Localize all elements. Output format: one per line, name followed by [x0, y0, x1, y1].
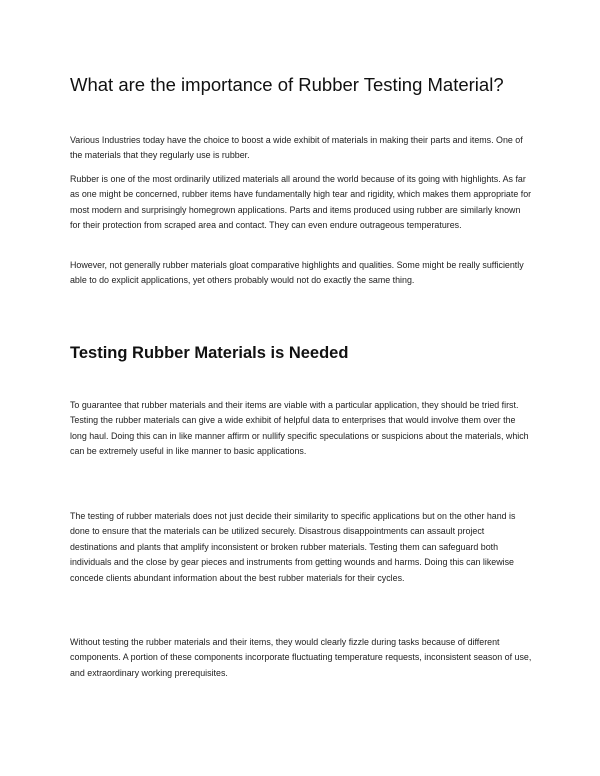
section-paragraph: To guarantee that rubber materials and their items are viable with a particular application, they should be tried first. Testing the rubber materials can give a wide exhibit of helpful data to enterprises that would involve them over the long haul. Doing this can in like manner affirm or nullify specific speculations or suspicions about the materials, which can be extremely useful in like manner to basic applications.	[70, 400, 529, 457]
section-paragraph: The testing of rubber materials does not just decide their similarity to specific applications but on the other hand is done to ensure that the materials can be utilized securely. Disastrous disappointments can assault project destinations and plants that amplify inconsistent or broken rubber materials. Testing them can safeguard both individuals and the close by gear pieces and instruments from getting wounds and harms. Doing this can likewise concede clients abundant information about the best rubber materials for their cycles.	[70, 511, 516, 583]
intro-paragraph: Rubber is one of the most ordinarily utilized materials all around the world because of its going with highlights. As far as one might be concerned, rubber items have fundamentally high tear and rigidity, which makes them appropriate for most modern and surprisingly homegrown applications. Parts and items produced using rubber are similarly known for their protection from scraped area and contact. They can even endure outrageous temperatures.	[70, 174, 532, 231]
section-heading: Testing Rubber Materials is Needed	[70, 344, 349, 362]
intro-paragraph: However, not generally rubber materials gloat comparative highlights and qualities. Some might be really sufficiently able to do explicit applications, yet others probably would not do exactly the same thing.	[70, 260, 524, 286]
intro-paragraph: Various Industries today have the choice to boost a wide exhibit of materials in making their parts and items. One of the materials that they regularly use is rubber.	[70, 135, 523, 161]
document-title: What are the importance of Rubber Testing Material?	[70, 74, 504, 95]
section-paragraph: Without testing the rubber materials and their items, they would clearly fizzle during tasks because of different components. A portion of these components incorporate fluctuating temperature requests, inconsistent season of use, and extraordinary working prerequisites.	[70, 637, 532, 678]
